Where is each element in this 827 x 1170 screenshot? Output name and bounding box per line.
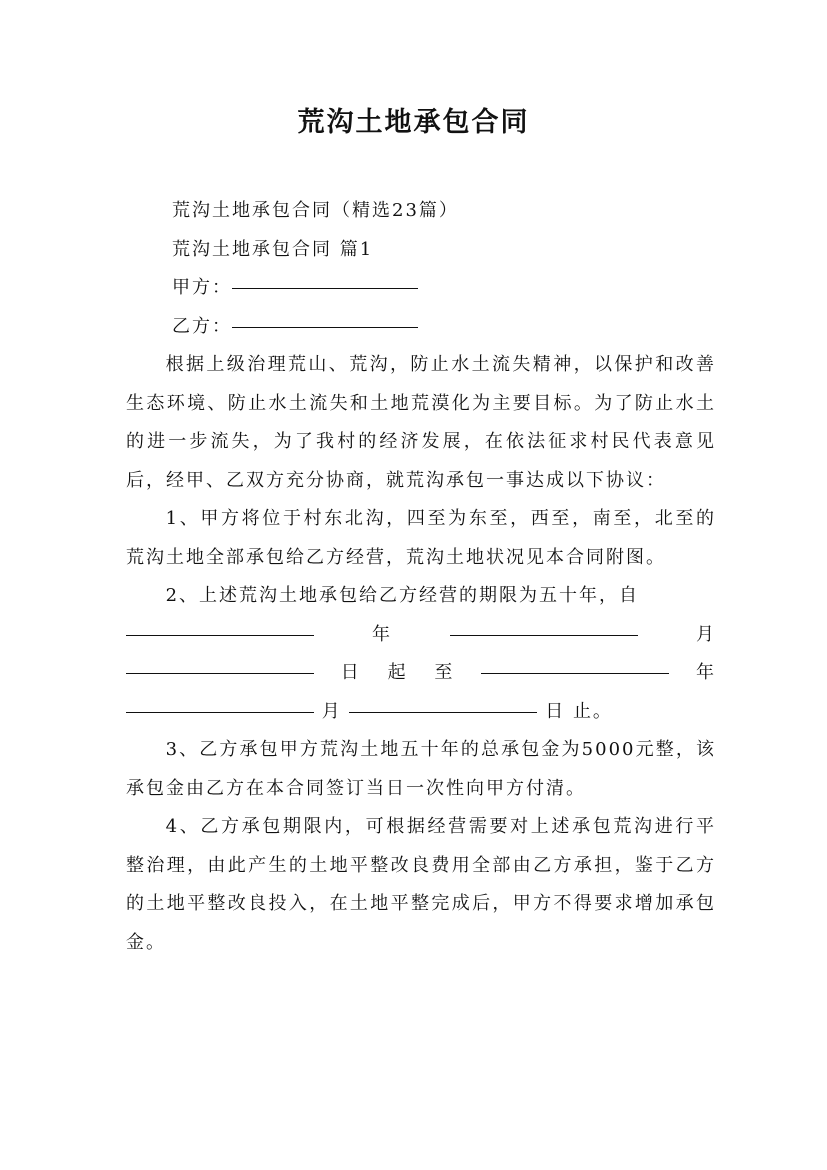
clause-2-day-label: 日 (340, 662, 361, 683)
clause-2-end: 止。 (572, 700, 613, 722)
date-blank (349, 712, 537, 713)
date-blank (450, 635, 638, 636)
document-subtitle: 荒沟土地承包合同（精选23篇） (172, 200, 459, 221)
clause-2-row-1 (126, 616, 716, 655)
party-a-label: 甲方： (172, 277, 232, 298)
document-title: 荒沟土地承包合同 (297, 107, 530, 138)
date-blank (126, 635, 314, 636)
clause-2-year-label: 年 (372, 623, 392, 645)
clause-2-row-2 (126, 654, 716, 693)
clause-3: 3、乙方承包甲方荒沟土地五十年的总承包金为5000元整，该承包金由乙方在本合同签订当日一次性向甲方付清。 (126, 739, 716, 799)
clause-2-day-to-label: 日 (545, 700, 566, 722)
clause-2-year2-label: 年 (695, 662, 716, 683)
date-blank (126, 673, 314, 674)
clause-2-row-3 (126, 693, 716, 732)
clause-2-intro: 2、上述荒沟土地承包给乙方经营的期限为五十年，自 (165, 585, 640, 606)
clause-4: 4、乙方承包期限内，可根据经营需要对上述承包荒沟进行平整治理，由此产生的土地平整改良费用全部由乙方承担，鉴于乙方的土地平整改良投入，在土地平整完成后，甲方不得要求增加承包金。 (126, 816, 716, 953)
party-b-blank (232, 327, 418, 328)
date-blank (126, 712, 314, 713)
party-a-line (126, 269, 716, 308)
party-a-blank (232, 288, 418, 289)
clause-1: 1、甲方将位于村东北沟，四至为东至，西至，南至，北至的荒沟土地全部承包给乙方经营，荒沟土地状况见本合同附图。 (126, 508, 716, 568)
section-heading: 荒沟土地承包合同 篇1 (172, 238, 374, 260)
date-blank (481, 673, 669, 674)
clause-2-zhi-label: 至 (434, 662, 455, 683)
party-b-label: 乙方： (172, 315, 232, 337)
clause-2-qi-label: 起 (387, 662, 408, 683)
clause-2-month2-label: 月 (321, 700, 342, 722)
clause-2-month-label: 月 (696, 623, 716, 645)
party-b-line (126, 308, 716, 347)
document-body (126, 192, 716, 962)
intro-paragraph: 根据上级治理荒山、荒沟，防止水土流失精神，以保护和改善生态环境、防止水土流失和土地荒漠化为主要目标。为了防止水土的进一步流失，为了我村的经济发展，在依法征求村民代表意见后，经甲、乙双方充分协商，就荒沟承包一事达成以下协议： (126, 354, 716, 491)
